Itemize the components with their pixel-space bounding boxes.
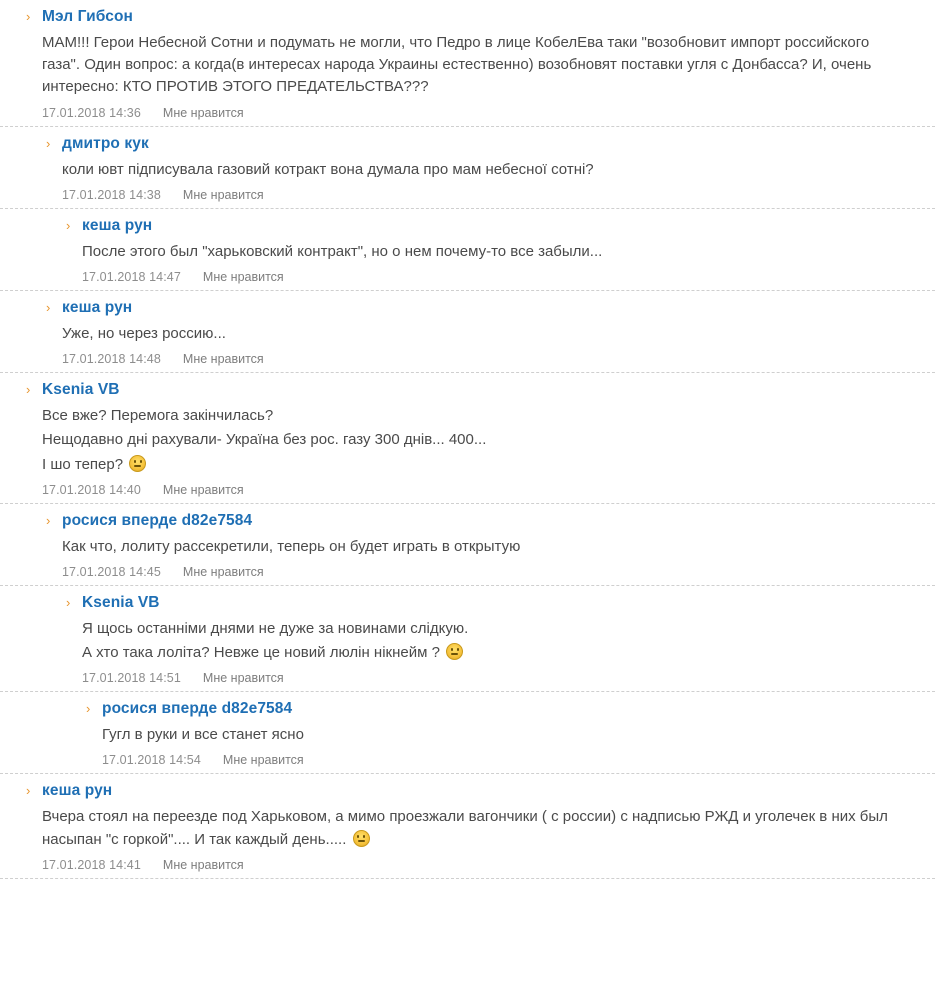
comment-timestamp: 17.01.2018 14:45 [62, 564, 161, 579]
comment-meta [62, 352, 935, 366]
comment-meta [102, 753, 935, 767]
comment-author-line [26, 8, 935, 26]
comment-body [102, 724, 935, 746]
comment-author-line [46, 299, 935, 317]
comment [0, 373, 935, 504]
comment-author[interactable]: Ksenia VB [82, 593, 160, 611]
comment-paragraph [82, 241, 907, 263]
comment [0, 291, 935, 373]
comment-text: После этого был "харьковский контракт", но о нем почему-то все забыли... [82, 242, 603, 260]
comment-author[interactable]: Ksenia VB [42, 381, 120, 399]
comment-author-line [46, 512, 935, 530]
comment-body [82, 618, 935, 664]
comment-text: коли ювт підписувала газовий котракт вона думала про мам небесної сотні? [62, 160, 594, 178]
comment-body [42, 32, 935, 99]
comment-text: І шо тепер? [42, 455, 128, 473]
comment-meta [42, 106, 935, 120]
comment [0, 774, 935, 878]
chevron-right-icon: › [46, 512, 51, 528]
comment-meta [62, 188, 935, 202]
like-button[interactable]: Мне нравится [222, 753, 304, 768]
comment-paragraph [42, 405, 907, 427]
comment-paragraph [62, 323, 907, 345]
comment [0, 586, 935, 692]
comment-text: МАМ!!! Герои Небесной Сотни и подумать не могли, что Педро в лице КобелЕва таки "возобновит импорт российского газа". Один вопрос: а когда(в интересах народа Украины естественно) возобновят поставки угля с Донбасса? И, очень интересно: КТО ПРОТИВ ЭТОГО ПРЕДАТЕЛЬСТВА??? [42, 34, 872, 96]
comment-author[interactable]: кеша рун [82, 216, 153, 234]
like-button[interactable]: Мне нравится [202, 269, 284, 284]
comment-timestamp: 17.01.2018 14:41 [42, 857, 141, 872]
comment-paragraph [102, 724, 907, 746]
chevron-right-icon: › [26, 382, 31, 398]
comment-paragraph [82, 618, 907, 640]
confused-face-emoji [129, 455, 146, 472]
comment-text: Вчера стоял на переезде под Харьковом, а мимо проезжали вагончики ( с россии) с надписью РЖД и уголечек в них был насыпан "с горкой".... И так каждый день..... [42, 808, 888, 848]
comment-text: Гугл в руки и все станет ясно [102, 726, 304, 744]
comment-body [62, 323, 935, 345]
comment-timestamp: 17.01.2018 14:54 [102, 753, 201, 768]
comment-text: Все вже? Перемога закінчилась? [42, 407, 274, 425]
comment-paragraph [42, 32, 907, 99]
like-button[interactable]: Мне нравится [182, 352, 264, 367]
comment-author[interactable]: росися вперде d82e7584 [102, 700, 293, 718]
comment-author-line [66, 217, 935, 235]
comment-timestamp: 17.01.2018 14:36 [42, 105, 141, 120]
comment [0, 504, 935, 586]
comment-paragraph [42, 429, 907, 451]
comment-timestamp: 17.01.2018 14:40 [42, 482, 141, 497]
like-button[interactable]: Мне нравится [182, 187, 264, 202]
comment-author-line [26, 381, 935, 399]
comment-body [42, 806, 935, 850]
comment-text: Уже, но через россию... [62, 324, 226, 342]
comment-timestamp: 17.01.2018 14:51 [82, 671, 181, 686]
comment-meta [82, 671, 935, 685]
comment-meta [82, 270, 935, 284]
comment-text: Как что, лолиту рассекретили, теперь он будет играть в открытую [62, 537, 521, 555]
comment [0, 127, 935, 209]
comment-body [62, 159, 935, 181]
comment-body [62, 536, 935, 558]
comment-author[interactable]: кеша рун [42, 782, 113, 800]
chevron-right-icon: › [46, 135, 51, 151]
comment-body [82, 241, 935, 263]
comment-author-line [66, 594, 935, 612]
comment [0, 692, 935, 774]
chevron-right-icon: › [46, 299, 51, 315]
chevron-right-icon: › [66, 594, 71, 610]
comment-paragraph [42, 454, 907, 476]
like-button[interactable]: Мне нравится [162, 857, 244, 872]
comment-meta [62, 565, 935, 579]
comment-author-line [46, 135, 935, 153]
chevron-right-icon: › [26, 9, 31, 24]
chevron-right-icon: › [86, 701, 91, 717]
comment-paragraph [62, 159, 907, 181]
comment-author-line [26, 782, 935, 800]
comment-timestamp: 17.01.2018 14:47 [82, 269, 181, 284]
like-button[interactable]: Мне нравится [182, 564, 264, 579]
comment-paragraph [82, 642, 907, 664]
comment-text: А хто така лоліта? Невже це новий люлін нікнейм ? [82, 644, 445, 662]
confused-face-emoji [353, 830, 370, 847]
like-button[interactable]: Мне нравится [162, 482, 244, 497]
chevron-right-icon: › [66, 217, 71, 233]
comment-timestamp: 17.01.2018 14:38 [62, 187, 161, 202]
comment-timestamp: 17.01.2018 14:48 [62, 352, 161, 367]
comment-author[interactable]: Мэл Гибсон [42, 8, 133, 25]
comment-text: Нещодавно дні рахували- Україна без рос. газу 300 днів... 400... [42, 431, 487, 449]
like-button[interactable]: Мне нравится [162, 105, 244, 120]
comment-author[interactable]: кеша рун [62, 298, 133, 316]
comment-paragraph [42, 806, 907, 850]
comment-body [42, 405, 935, 476]
comment-text: Я щось останніми днями не дуже за новинами слідкую. [82, 619, 469, 637]
comment [0, 209, 935, 291]
comment-meta [42, 858, 935, 872]
comment-paragraph [62, 536, 907, 558]
comment-author-line [86, 700, 935, 718]
chevron-right-icon: › [26, 783, 31, 799]
comment-author[interactable]: росися вперде d82e7584 [62, 511, 253, 529]
comment-author[interactable]: дмитро кук [62, 134, 149, 152]
comment [0, 0, 935, 127]
confused-face-emoji [446, 643, 463, 660]
like-button[interactable]: Мне нравится [202, 671, 284, 686]
comment-meta [42, 483, 935, 497]
